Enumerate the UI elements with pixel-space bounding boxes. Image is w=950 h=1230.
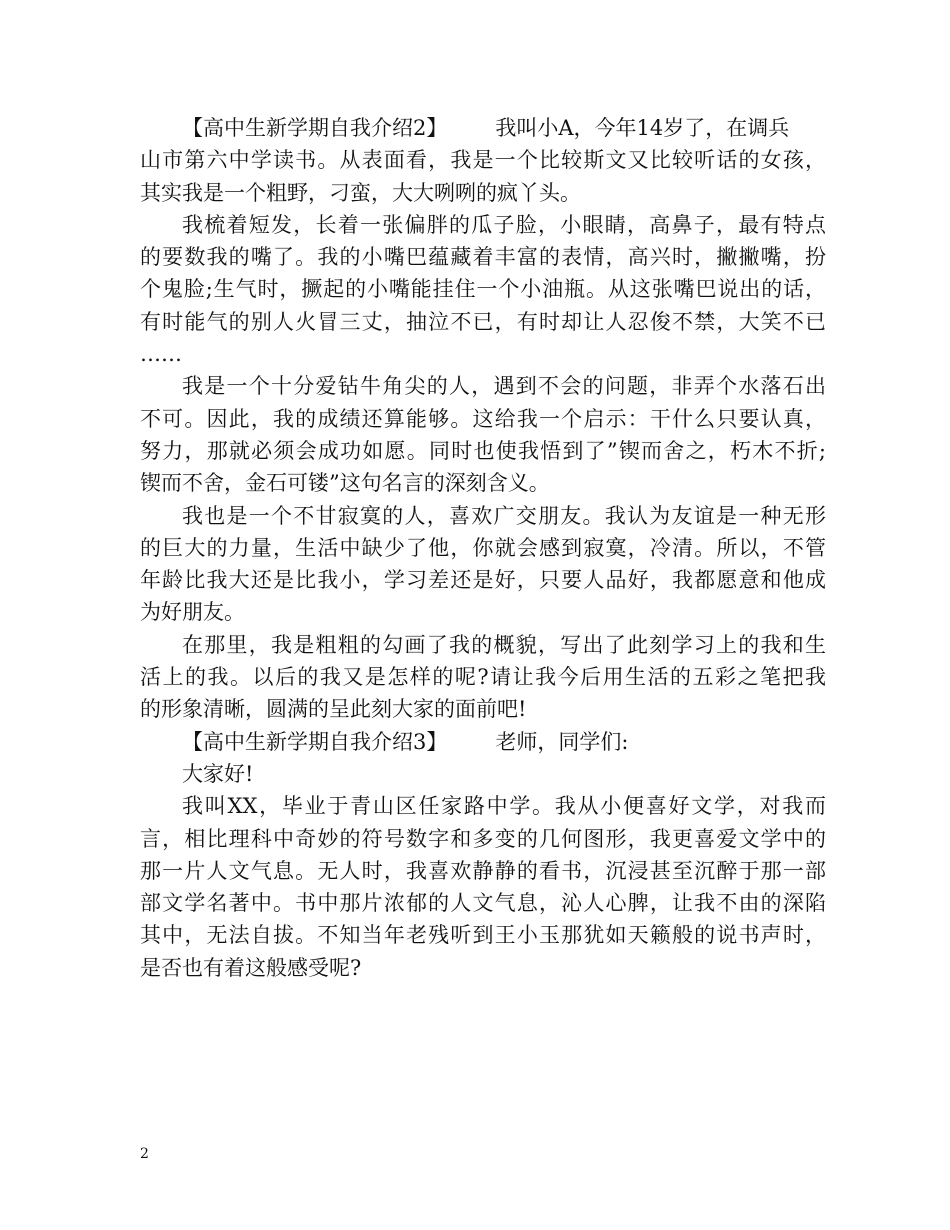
section-heading: 【高中生新学期自我介绍3】 <box>182 729 448 754</box>
text-line: 我也是一个不甘寂寞的人，喜欢广交朋友。我认为友谊是一种无形 <box>182 503 826 528</box>
text-line: 努力，那就必须会成功如愿。同时也使我悟到了”锲而舍之，朽木不折; <box>140 438 826 463</box>
text-line: 大家好! <box>182 761 254 786</box>
heading-line <box>140 726 826 758</box>
text-line: 的巨大的力量，生活中缺少了他，你就会感到寂寞，冷清。所以，不管 <box>140 535 826 560</box>
text-line: 山市第六中学读书。从表面看，我是一个比较斯文又比较听话的女孩， <box>140 148 826 173</box>
text-line: 老师，同学们: <box>495 729 629 754</box>
text-line: 是否也有着这般感受呢? <box>140 955 362 980</box>
text-line: 在那里，我是粗粗的勾画了我的概貌，写出了此刻学习上的我和生 <box>182 632 826 657</box>
text-line: 的形象清晰，圆满的呈此刻大家的面前吧! <box>140 697 527 722</box>
document-body <box>140 112 826 984</box>
text-line: 为好朋友。 <box>140 600 245 625</box>
text-line: 个鬼脸;生气时，撅起的小嘴能挂住一个小油瓶。从这张嘴巴说出的话， <box>140 277 826 302</box>
text-line: 我叫XX，毕业于青山区任家路中学。我从小便喜好文学，对我而 <box>182 794 826 819</box>
heading-line <box>140 112 826 144</box>
text-line: 言，相比理科中奇妙的符号数字和多变的几何图形，我更喜爱文学中的 <box>140 826 826 851</box>
page-number: 2 <box>140 1146 149 1162</box>
text-line: 活上的我。以后的我又是怎样的呢?请让我今后用生活的五彩之笔把我 <box>140 665 826 690</box>
text-line: 我叫小A，今年14岁了，在调兵 <box>495 116 790 140</box>
text-line: 部文学名著中。书中那片浓郁的人文气息，沁人心脾，让我不由的深陷 <box>140 891 826 916</box>
text-line: 其中，无法自拔。不知当年老残听到王小玉那犹如天籁般的说书声时， <box>140 923 826 948</box>
text-line: 我梳着短发，长着一张偏胖的瓜子脸，小眼睛，高鼻子，最有特点 <box>182 212 826 237</box>
text-line: 那一片人文气息。无人时，我喜欢静静的看书，沉浸甚至沉醉于那一部 <box>140 858 826 883</box>
section-heading: 【高中生新学期自我介绍2】 <box>182 116 448 140</box>
text-line: 我是一个十分爱钻牛角尖的人，遇到不会的问题，非弄个水落石出 <box>182 374 826 399</box>
text-line: 不可。因此，我的成绩还算能够。这给我一个启示：干什么只要认真， <box>140 406 826 431</box>
text-line: 的要数我的嘴了。我的小嘴巴蕴藏着丰富的表情，高兴时，撇撇嘴，扮 <box>140 245 826 270</box>
text-line: 其实我是一个粗野，刁蛮，大大咧咧的疯丫头。 <box>140 180 581 205</box>
text-line: 锲而不舍，金石可镂”这句名言的深刻含义。 <box>140 471 550 496</box>
text-line: 年龄比我大还是比我小，学习差还是好，只要人品好，我都愿意和他成 <box>140 568 826 593</box>
text-line: …… <box>140 342 182 367</box>
text-line: 有时能气的别人火冒三丈，抽泣不已，有时却让人忍俊不禁，大笑不已 <box>140 309 826 334</box>
